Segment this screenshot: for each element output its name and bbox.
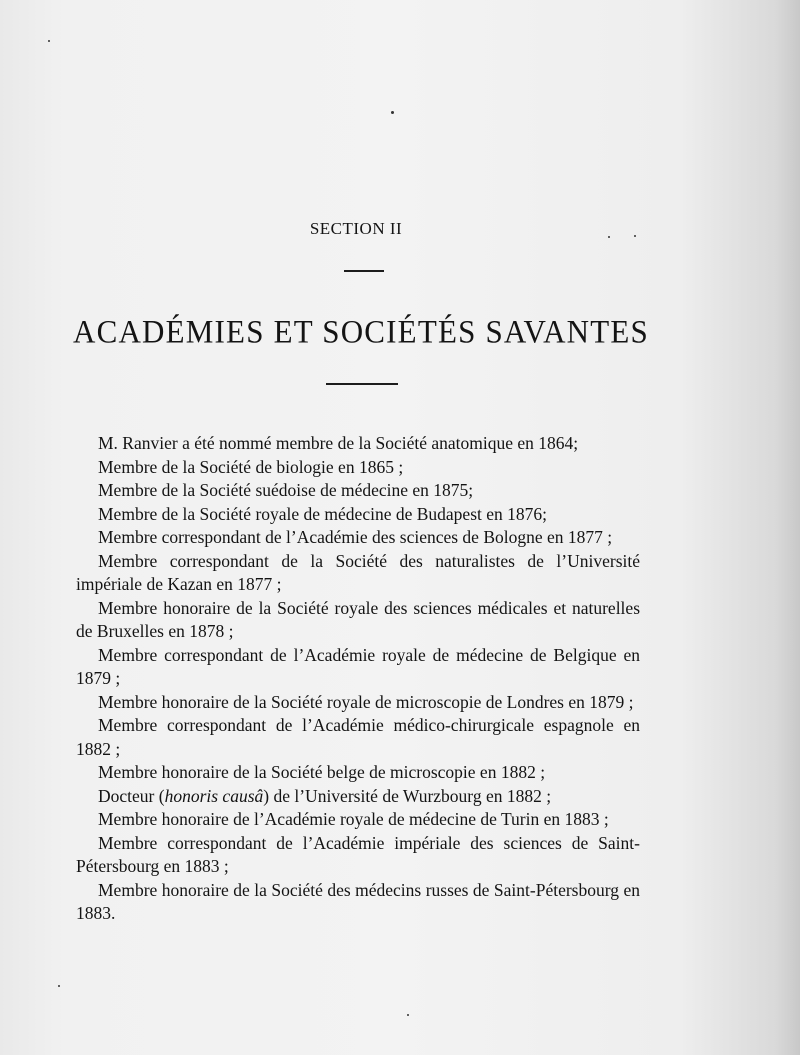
entry-12-before: Docteur ( [98,785,165,806]
paper-speck [58,985,60,987]
entry-11: Membre honoraire de la Société belge de microscopie en 1882 ; [98,762,546,782]
entry-12-italic: honoris causâ [164,785,264,806]
entry-13: Membre honoraire de l’Académie royale de médecine de Turin en 1883 ; [98,809,609,829]
paper-speck [634,235,636,237]
page-title: ACADÉMIES ET SOCIÉTÉS SAVANTES [73,313,649,350]
title-rule [326,383,398,385]
entry-15: Membre honoraire de la Société des médecins russes de Saint-Pétersbourg en 1883. [76,879,640,923]
entry-12 [76,785,640,809]
entry-14: Membre correspondant de l’Académie impériale des sciences de Saint-Pétersbourg en 1883 ; [76,832,640,876]
paper-speck [48,40,50,42]
entry-2: Membre de la Société de biologie en 1865 ; [98,456,404,477]
entry-10: Membre correspondant de l’Académie médico-chirurgicale espagnole en 1882 ; [76,715,640,759]
membership-list [76,432,640,926]
entry-5: Membre correspondant de l’Académie des sciences de Bologne en 1877 ; [98,527,613,547]
entry-3: Membre de la Société suédoise de médecine en 1875; [98,480,474,500]
paper-speck [391,111,394,114]
entry-9: Membre honoraire de la Société royale de microscopie de Londres en 1879 ; [98,691,634,712]
paper-speck [407,1014,409,1016]
entry-1: M. Ranvier a été nommé membre de la Société anatomique en 1864; [98,433,579,453]
top-rule [344,270,384,272]
entry-8: Membre correspondant de l’Académie royale de médecine de Belgique en 1879 ; [76,644,640,688]
paper-speck [608,236,610,238]
entry-4: Membre de la Société royale de médecine de Budapest en 1876; [98,503,548,524]
entry-7: Membre honoraire de la Société royale des sciences médicales et naturelles de Bruxelles en 1878 ; [76,597,640,641]
section-label: SECTION II [309,219,403,238]
entry-12-after: ) de l’Université de Wurzbourg en 1882 ; [263,785,552,806]
entry-6: Membre correspondant de la Société des naturalistes de l’Université impériale de Kazan en 1877 ; [76,550,640,594]
